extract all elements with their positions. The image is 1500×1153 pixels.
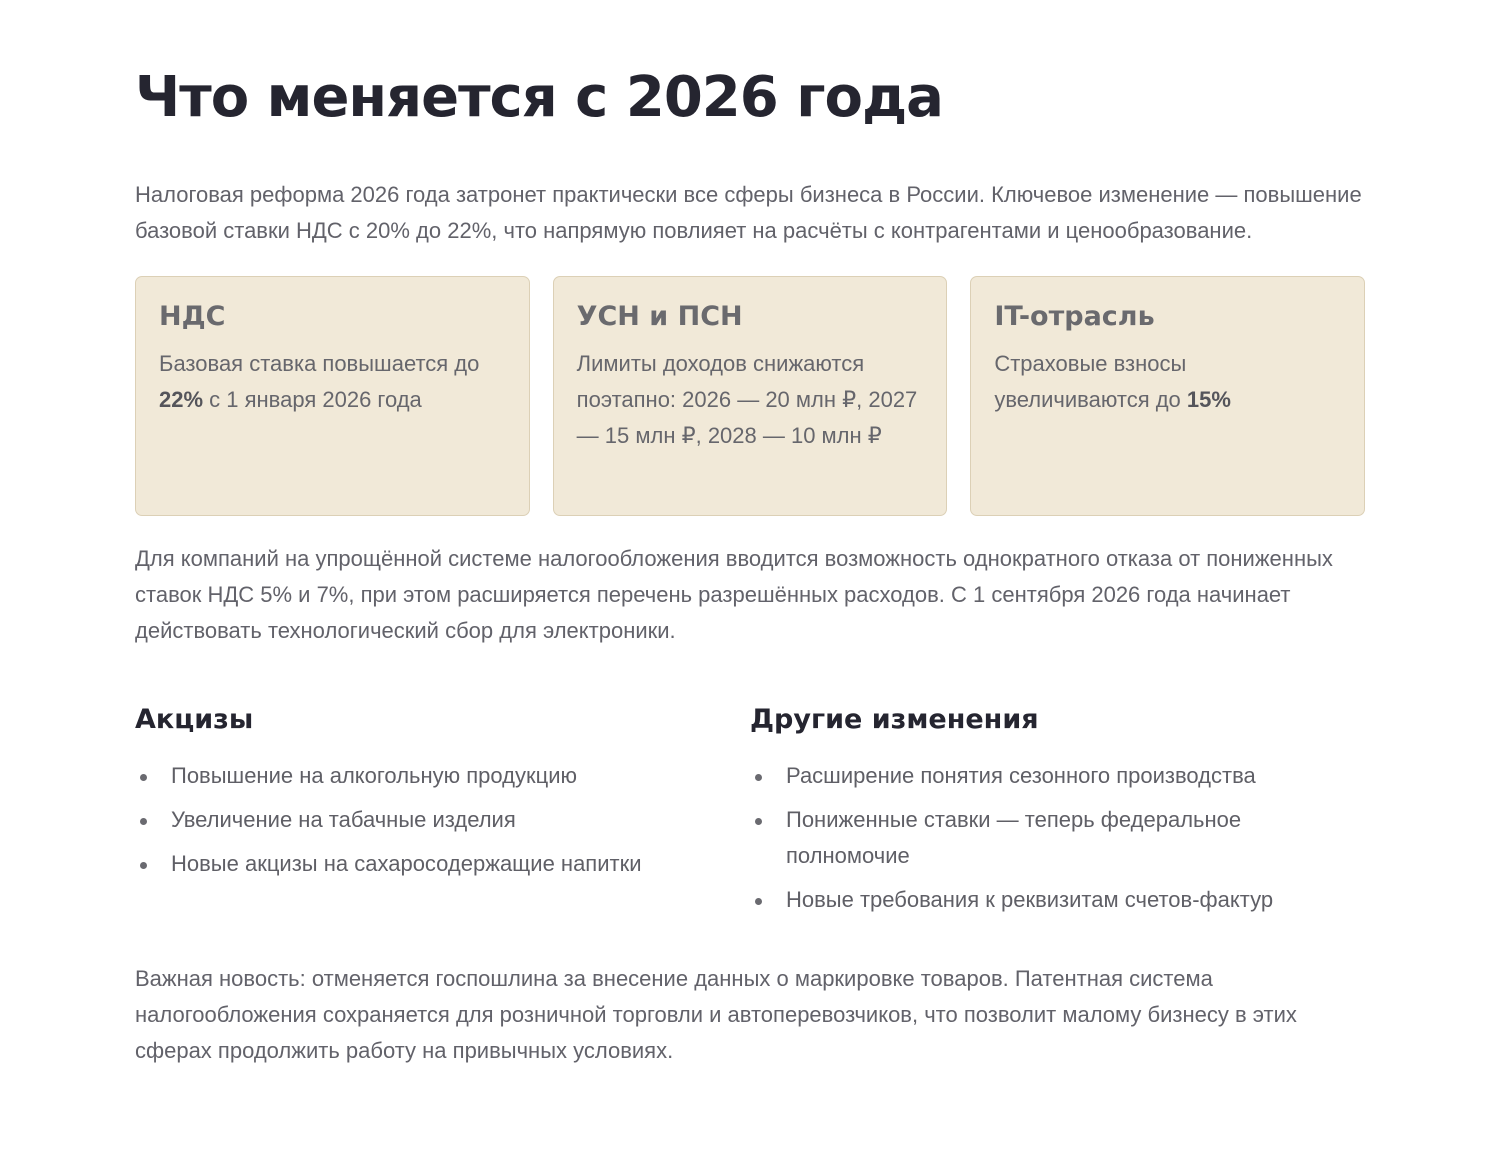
list-item-text: Пониженные ставки — теперь федеральное полномочие [786,807,1242,868]
card-title: УСН и ПСН [576,301,743,332]
list-item [750,758,1365,794]
list-item [750,882,1365,918]
card-nds [135,276,530,516]
card-it [970,276,1365,516]
list-item [750,802,1365,874]
section-heading: Другие изменения [750,704,1039,735]
bullet-list [750,758,1365,918]
bullet-icon [140,862,147,869]
highlight-cards [135,276,1365,516]
list-item [135,802,750,838]
bullet-list [135,758,750,882]
card-title: IT-отрасль [994,301,1155,332]
bullet-icon [755,774,762,781]
outro-paragraph: Важная новость: отменяется госпошлина за внесение данных о маркировке товаров. Патентная система налогообложения сохраняется для розничной торговли и автоперевозчиков, что позволит малому бизнесу в этих сферах продолжить работу на привычных условиях. [135,966,1297,1063]
page-title: Что меняется с 2026 года [135,65,943,130]
card-text-part: Страховые взносы увеличиваются до [994,351,1187,412]
other-changes-section [750,702,1365,926]
list-item-text: Повышение на алкогольную продукцию [171,763,578,788]
list-item-text: Увеличение на табачные изделия [171,807,516,832]
card-text [577,346,924,454]
card-text-highlight: 15% [1186,387,1231,412]
two-column-lists [135,702,1365,926]
card-usn-psn [553,276,948,516]
card-text [159,346,506,418]
card-text-part: Базовая ставка повышается до [159,351,480,376]
card-text-part: Лимиты доходов снижаются поэтапно: 2026 — 20 млн ₽, 2027 — 15 млн ₽, 2028 — 10 млн ₽ [576,351,918,448]
list-item [135,846,750,882]
bullet-icon [755,898,762,905]
card-text-part: с 1 января 2026 года [203,387,422,412]
list-item [135,758,750,794]
section-heading: Акцизы [135,704,254,735]
intro-paragraph: Налоговая реформа 2026 года затронет практически все сферы бизнеса в России. Ключевое изменение — повышение базовой ставки НДС с 20% до 22%, что напрямую повлияет на расчёты с контрагентами и ценообразование. [135,182,1362,243]
bullet-icon [755,818,762,825]
list-item-text: Расширение понятия сезонного производства [786,763,1256,788]
card-text-highlight: 22% [159,387,204,412]
card-text [994,346,1341,418]
list-item-text: Новые требования к реквизитам счетов-фактур [786,887,1274,912]
card-title: НДС [159,301,226,332]
excise-section [135,702,750,926]
middle-paragraph: Для компаний на упрощённой системе налогообложения вводится возможность однократного отказа от пониженных ставок НДС 5% и 7%, при этом расширяется перечень разрешённых расходов. С 1 сентября 2026 года начинает действовать технологический сбор для электроники. [135,546,1333,643]
bullet-icon [140,818,147,825]
bullet-icon [140,774,147,781]
list-item-text: Новые акцизы на сахаросодержащие напитки [171,851,642,876]
